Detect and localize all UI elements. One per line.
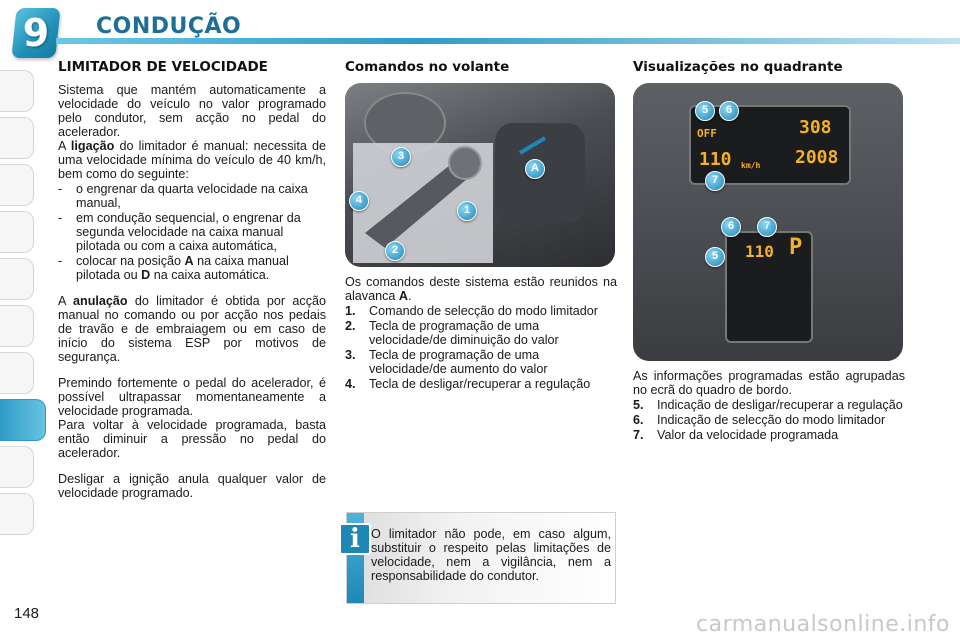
marker-7: 7 xyxy=(705,171,725,191)
paragraph xyxy=(58,294,326,364)
lcd-speed: 110 xyxy=(699,149,732,170)
chapter-tab[interactable] xyxy=(0,446,34,488)
text: A xyxy=(58,294,66,308)
steering-controls-section xyxy=(345,60,617,391)
bold-term: anulação xyxy=(73,294,128,308)
lcd-unit: km/h xyxy=(741,161,761,170)
info-note xyxy=(346,512,616,604)
info-icon: i xyxy=(339,523,371,555)
instrument-panel-photo xyxy=(633,83,903,361)
marker-4: 4 xyxy=(349,191,369,211)
text: Os comandos deste sistema estão reunidos na alavanca xyxy=(345,275,617,303)
item-number: 1. xyxy=(345,304,356,318)
steering-column-photo xyxy=(345,83,615,267)
item-number: 6. xyxy=(633,413,644,427)
marker-5b: 5 xyxy=(705,247,725,267)
list-item-text xyxy=(76,254,326,282)
item-number: 7. xyxy=(633,428,644,442)
list-item xyxy=(345,348,617,376)
text: A xyxy=(58,139,66,153)
chapter-tab-active[interactable] xyxy=(0,399,46,441)
text: do limitador é obtida por acção manual no comando ou por acção nos pedais de travão e de embraiagem ou em caso de início do sistema ESP por motivos de segurança. xyxy=(58,294,326,364)
chapter-tab[interactable] xyxy=(0,211,34,253)
speed-limiter-section xyxy=(58,60,326,500)
marker-6b: 6 xyxy=(721,217,741,237)
dashboard-display-section xyxy=(633,60,905,442)
item-text: Indicação de desligar/recuperar a regulação xyxy=(657,398,903,412)
item-text: Tecla de programação de uma velocidade/de diminuição do valor xyxy=(369,319,559,347)
item-text: Comando de selecção do modo limitador xyxy=(369,304,598,318)
paragraph: As informações programadas estão agrupadas no ecrã do quadro de bordo. xyxy=(633,369,905,397)
list-item xyxy=(633,428,905,442)
item-text: Tecla de programação de uma velocidade/de aumento do valor xyxy=(369,348,548,376)
bold-term: D xyxy=(141,268,151,282)
item-number: 5. xyxy=(633,398,644,412)
list-item xyxy=(633,413,905,427)
info-text: O limitador não pode, em caso algum, substituir o respeito pelas limitações de velocidade, nem a vigilância, nem a responsabilidade do condutor. xyxy=(371,527,611,583)
paragraph: Sistema que mantém automaticamente a velocidade do veículo no valor programado pelo condutor, sem acção no pedal do acelerador. xyxy=(58,83,326,139)
list-item xyxy=(345,319,617,347)
marker-a: A xyxy=(525,159,545,179)
marker-5: 5 xyxy=(695,101,715,121)
lever-illustration xyxy=(345,83,615,267)
item-text: Tecla de desligar/recuperar a regulação xyxy=(369,377,591,391)
chapter-tab[interactable] xyxy=(0,493,34,535)
dash: - xyxy=(58,254,63,268)
marker-2: 2 xyxy=(385,241,405,261)
lcd-off: OFF xyxy=(697,127,717,140)
marker-3: 3 xyxy=(391,147,411,167)
text: . xyxy=(408,289,412,303)
list-item xyxy=(633,398,905,412)
marker-6: 6 xyxy=(719,101,739,121)
watermark: carmanualsonline.info xyxy=(696,612,950,637)
list-item xyxy=(58,182,326,210)
bold-term: A xyxy=(398,289,409,303)
paragraph: Premindo fortemente o pedal do acelerador, é possível ultrapassar momentaneamente a velocidade programada. xyxy=(58,376,326,418)
text: na caixa manual pilotada ou xyxy=(76,254,289,282)
list-item xyxy=(58,211,326,253)
display-list xyxy=(633,398,905,442)
list-item xyxy=(58,254,326,282)
item-text: Valor da velocidade programada xyxy=(657,428,839,442)
bold-term: ligação xyxy=(70,139,115,153)
chapter-tabs xyxy=(0,70,40,540)
list-item-text: em condução sequencial, o engrenar da segunda velocidade na caixa manual pilotada ou com a caixa automática, xyxy=(76,211,301,253)
chapter-tab[interactable] xyxy=(0,258,34,300)
lcd-odometer: 308 xyxy=(799,117,832,138)
section-title: Visualizações no quadrante xyxy=(633,59,843,75)
paragraph: Para voltar à velocidade programada, basta então diminuir a pressão no pedal do acelerador. xyxy=(58,418,326,460)
text: na caixa automática. xyxy=(150,268,270,282)
dash: - xyxy=(58,182,63,196)
chapter-tab[interactable] xyxy=(0,117,34,159)
lcd-gear: P xyxy=(789,235,803,260)
item-number: 4. xyxy=(345,377,356,391)
chapter-tab[interactable] xyxy=(0,164,34,206)
section-title: LIMITADOR DE VELOCIDADE xyxy=(58,59,268,75)
chapter-tab[interactable] xyxy=(0,352,34,394)
conditions-list xyxy=(58,182,326,282)
chapter-number: 9 xyxy=(22,11,50,55)
marker-1: 1 xyxy=(457,201,477,221)
item-number: 2. xyxy=(345,319,356,333)
list-item-text: o engrenar da quarta velocidade na caixa manual, xyxy=(76,182,308,210)
paragraph xyxy=(345,275,617,303)
lcd-odometer-total: 2008 xyxy=(795,147,839,168)
page-number: 148 xyxy=(14,605,40,622)
page-title: CONDUÇÃO xyxy=(96,14,242,39)
bold-term: A xyxy=(184,254,194,268)
section-title: Comandos no volante xyxy=(345,59,510,75)
marker-7b: 7 xyxy=(757,217,777,237)
item-number: 3. xyxy=(345,348,356,362)
text: do limitador é manual: necessita de uma velocidade mínima do veículo de 40 km/h, bem como do seguinte: xyxy=(58,139,327,181)
text: colocar na posição xyxy=(76,254,185,268)
paragraph xyxy=(58,139,326,181)
lcd-speed-2: 110 xyxy=(745,242,774,261)
chapter-tab[interactable] xyxy=(0,70,34,112)
controls-list xyxy=(345,304,617,391)
dash: - xyxy=(58,211,63,225)
item-text: Indicação de selecção do modo limitador xyxy=(657,413,886,427)
display-screen-bottom xyxy=(725,231,813,343)
list-item xyxy=(345,377,617,391)
paragraph: Desligar a ignição anula qualquer valor de velocidade programado. xyxy=(58,472,326,500)
list-item xyxy=(345,304,617,318)
chapter-tab[interactable] xyxy=(0,305,34,347)
